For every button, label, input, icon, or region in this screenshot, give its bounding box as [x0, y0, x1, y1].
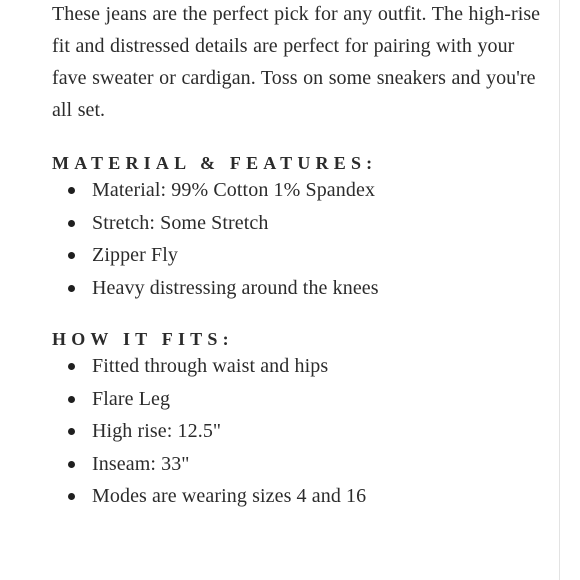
- bullet-icon: [68, 187, 75, 194]
- bullet-icon: [68, 461, 75, 468]
- list-item-text: Fitted through waist and hips: [92, 355, 329, 377]
- list-item: [52, 207, 542, 240]
- how-it-fits-heading: HOW IT FITS:: [52, 329, 234, 349]
- list-item: [52, 480, 542, 513]
- list-item-text: Heavy distressing around the knees: [92, 276, 379, 299]
- list-item: [52, 415, 542, 448]
- list-item: [52, 448, 542, 481]
- list-item-text: Inseam: 33": [92, 452, 190, 475]
- list-item-text: Zipper Fly: [92, 244, 178, 266]
- list-item-text: Stretch: Some Stretch: [92, 211, 269, 234]
- product-description: These jeans are the perfect pick for any outfit. The high-rise fit and distressed details are perfect for pairing with your fave sweater or cardigan. Toss on some sneakers and you're all set.: [52, 3, 541, 121]
- bullet-icon: [68, 252, 75, 259]
- right-divider: [559, 0, 560, 580]
- list-item: [52, 174, 542, 207]
- bullet-icon: [68, 363, 75, 370]
- list-item: [52, 383, 542, 416]
- bullet-icon: [68, 428, 75, 435]
- list-item: [52, 239, 542, 272]
- list-item-text: Flare Leg: [92, 387, 171, 410]
- product-details: [52, 0, 542, 513]
- bullet-icon: [68, 396, 75, 403]
- list-item-text: Modes are wearing sizes 4 and 16: [92, 485, 367, 507]
- list-item: [52, 272, 542, 305]
- material-features-heading: MATERIAL & FEATURES:: [52, 153, 378, 173]
- bullet-icon: [68, 493, 75, 500]
- bullet-icon: [68, 220, 75, 227]
- list-item: [52, 350, 542, 383]
- material-features-list: [52, 174, 542, 304]
- how-it-fits-list: [52, 350, 542, 513]
- list-item-text: Material: 99% Cotton 1% Spandex: [92, 179, 376, 201]
- bullet-icon: [68, 285, 75, 292]
- list-item-text: High rise: 12.5": [92, 420, 222, 442]
